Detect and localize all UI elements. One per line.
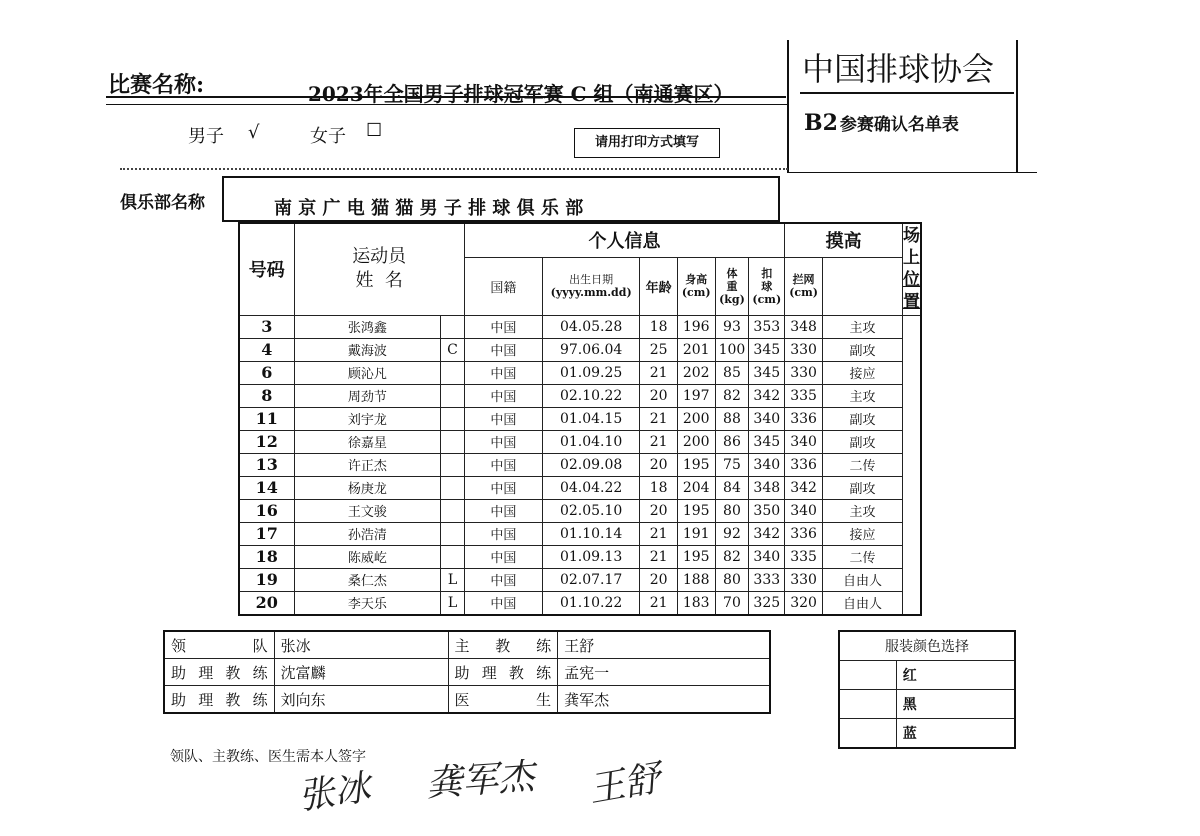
player-birthdate: 01.10.22 [542,591,640,615]
org-name-underline [800,92,1014,94]
player-height: 188 [677,568,715,591]
player-weight: 75 [715,453,749,476]
player-weight: 86 [715,430,749,453]
header-athlete-line1: 运动员 [352,246,407,268]
player-name: 许正杰 [294,453,441,476]
header-weight-line2: 重 [726,279,738,293]
player-birthdate: 04.04.22 [542,476,640,499]
header-position-line2: 位置 [903,270,920,313]
player-name: 戴海波 [294,338,441,361]
player-role-tag [441,361,465,384]
player-number: 20 [239,591,294,615]
player-birthdate: 04.05.28 [542,315,640,338]
player-block-reach: 330 [785,361,823,384]
player-birthdate: 01.10.14 [542,522,640,545]
doctor-name: 龚军杰 [558,686,770,714]
staff-table [163,630,771,714]
player-position: 二传 [822,545,902,568]
player-role-tag [441,453,465,476]
table-row [239,591,921,615]
form-code: B2 [804,110,838,136]
header-height-line2: (cm) [681,286,711,299]
player-position: 副攻 [822,476,902,499]
player-height: 195 [677,453,715,476]
table-row [239,407,921,430]
player-block-reach: 335 [785,545,823,568]
player-birthdate: 01.09.25 [542,361,640,384]
header-spike-line3: (cm) [752,292,782,306]
header-weight-line3: (kg) [719,292,745,306]
header-position [903,223,922,315]
table-row [239,545,921,568]
player-block-reach: 348 [785,315,823,338]
player-weight: 84 [715,476,749,499]
assistant-coach-name-2: 孟宪一 [558,659,770,686]
table-row [239,315,921,338]
assistant-coach-label-2: 助理教练 [448,659,558,686]
player-spike-reach: 342 [749,384,785,407]
header-position-line1: 场上 [903,226,920,269]
player-weight: 85 [715,361,749,384]
player-role-tag: L [441,591,465,615]
table-row [239,453,921,476]
player-role-tag: C [441,338,465,361]
header-reach: 摸高 [785,223,903,257]
table-row [239,384,921,407]
player-number: 13 [239,453,294,476]
player-spike-reach: 340 [749,407,785,430]
player-age: 21 [640,407,677,430]
player-position: 副攻 [822,338,902,361]
roster-body [239,315,921,615]
assistant-coach-label: 助理教练 [164,659,274,686]
player-spike-reach: 340 [749,453,785,476]
player-nationality: 中国 [464,545,542,568]
player-block-reach: 330 [785,338,823,361]
player-position: 二传 [822,453,902,476]
player-nationality: 中国 [464,522,542,545]
player-role-tag [441,545,465,568]
table-row [239,361,921,384]
player-name: 杨庚龙 [294,476,441,499]
player-spike-reach: 350 [749,499,785,522]
player-birthdate: 01.09.13 [542,545,640,568]
player-weight: 92 [715,522,749,545]
player-age: 18 [640,476,677,499]
player-birthdate: 02.05.10 [542,499,640,522]
player-role-tag [441,384,465,407]
player-position: 副攻 [822,430,902,453]
player-name: 陈威屹 [294,545,441,568]
table-row [239,568,921,591]
player-weight: 93 [715,315,749,338]
signature-leader: 张冰 [295,767,373,818]
player-role-tag [441,476,465,499]
uniform-color-check-3 [839,719,896,749]
uniform-color-red: 红 [896,661,1015,690]
player-spike-reach: 348 [749,476,785,499]
header-birth-line2: (yyyy.mm.dd) [550,286,632,299]
player-number: 16 [239,499,294,522]
org-box-right-border [1016,40,1018,172]
player-birthdate: 02.09.08 [542,453,640,476]
player-weight: 100 [715,338,749,361]
player-nationality: 中国 [464,568,542,591]
header-age: 年龄 [640,257,677,315]
roster-table [238,222,922,616]
header-block-line2: (cm) [789,286,818,299]
table-row [239,338,921,361]
club-name: 南 京 广 电 猫 猫 男 子 排 球 俱 乐 部 [274,198,584,219]
print-note-box [574,128,720,158]
player-height: 202 [677,361,715,384]
player-age: 21 [640,361,677,384]
player-age: 20 [640,453,677,476]
separator-right [787,172,1037,173]
player-position: 副攻 [822,407,902,430]
player-number: 14 [239,476,294,499]
player-nationality: 中国 [464,499,542,522]
player-spike-reach: 353 [749,315,785,338]
player-weight: 70 [715,591,749,615]
player-position: 自由人 [822,568,902,591]
table-row [239,430,921,453]
player-block-reach: 340 [785,430,823,453]
uniform-color-blue: 蓝 [896,719,1015,749]
player-name: 李天乐 [294,591,441,615]
event-name: 2023年全国男子排球冠军赛 C 组（南通赛区） [308,82,734,106]
header-nationality: 国籍 [464,257,542,315]
header-athlete [294,223,464,315]
player-name: 周劲节 [294,384,441,407]
player-spike-reach: 333 [749,568,785,591]
header-personal-info: 个人信息 [464,223,784,257]
player-block-reach: 340 [785,499,823,522]
female-checkbox: ☐ [366,120,383,141]
player-role-tag [441,430,465,453]
header-athlete-line2: 姓 名 [355,270,403,292]
player-height: 183 [677,591,715,615]
player-name: 张鸿鑫 [294,315,441,338]
player-age: 25 [640,338,677,361]
head-coach-label: 主教练 [448,631,558,659]
player-number: 17 [239,522,294,545]
print-note: 请用打印方式填写 [594,135,699,150]
player-age: 18 [640,315,677,338]
player-number: 3 [239,315,294,338]
leader-name: 张冰 [274,631,448,659]
player-role-tag [441,499,465,522]
player-age: 20 [640,384,677,407]
player-number: 19 [239,568,294,591]
player-height: 196 [677,315,715,338]
dotted-separator [120,168,788,170]
player-block-reach: 336 [785,522,823,545]
player-block-reach: 336 [785,453,823,476]
org-box-left-border [787,40,789,172]
player-name: 徐嘉星 [294,430,441,453]
player-height: 200 [677,430,715,453]
player-nationality: 中国 [464,476,542,499]
player-nationality: 中国 [464,407,542,430]
uniform-color-check-2 [839,690,896,719]
player-position: 主攻 [822,499,902,522]
header-block [785,257,823,315]
player-weight: 82 [715,384,749,407]
signature-head-coach: 王舒 [585,758,664,811]
player-height: 197 [677,384,715,407]
table-row [239,499,921,522]
event-label: 比赛名称: [108,72,205,98]
player-spike-reach: 340 [749,545,785,568]
form-title: 参赛确认名单表 [839,115,959,135]
male-label: 男子 [188,126,224,147]
player-height: 195 [677,545,715,568]
leader-label: 领队 [164,631,274,659]
player-age: 21 [640,591,677,615]
player-age: 21 [640,545,677,568]
player-weight: 88 [715,407,749,430]
player-position: 主攻 [822,384,902,407]
player-block-reach: 342 [785,476,823,499]
player-name: 孙浩清 [294,522,441,545]
player-position: 主攻 [822,315,902,338]
header-spike-line1: 扣 [761,266,773,280]
form-title-wrap [804,110,959,136]
header-rule [106,104,788,105]
player-age: 21 [640,430,677,453]
header-height-line1: 身高 [685,273,708,286]
player-number: 6 [239,361,294,384]
player-height: 195 [677,499,715,522]
player-nationality: 中国 [464,591,542,615]
assistant-coach-name: 沈富麟 [274,659,448,686]
table-row [239,476,921,499]
player-position: 接应 [822,361,902,384]
uniform-color-black: 黑 [896,690,1015,719]
player-nationality: 中国 [464,361,542,384]
signature-doctor: 龚军杰 [424,756,536,805]
player-name: 桑仁杰 [294,568,441,591]
player-role-tag [441,522,465,545]
player-block-reach: 336 [785,407,823,430]
club-label: 俱乐部名称 [120,193,205,213]
player-number: 4 [239,338,294,361]
uniform-color-table [838,630,1016,749]
player-weight: 80 [715,568,749,591]
player-spike-reach: 342 [749,522,785,545]
header-birth-line1: 出生日期 [569,273,614,286]
uniform-color-check-1 [839,661,896,690]
player-spike-reach: 345 [749,361,785,384]
header-weight-line1: 体 [726,266,738,280]
header-spike-line2: 球 [761,279,773,293]
player-name: 刘宇龙 [294,407,441,430]
player-nationality: 中国 [464,384,542,407]
player-weight: 82 [715,545,749,568]
player-position: 自由人 [822,591,902,615]
player-number: 8 [239,384,294,407]
player-birthdate: 02.10.22 [542,384,640,407]
player-weight: 80 [715,499,749,522]
header-weight [715,257,749,315]
header-birth [542,257,640,315]
female-label: 女子 [310,126,346,147]
player-birthdate: 02.07.17 [542,568,640,591]
club-name-box [222,176,780,222]
header-height [677,257,715,315]
player-nationality: 中国 [464,453,542,476]
player-role-tag: L [441,568,465,591]
player-nationality: 中国 [464,430,542,453]
player-height: 191 [677,522,715,545]
player-spike-reach: 345 [749,338,785,361]
header-spike [749,257,785,315]
player-number: 18 [239,545,294,568]
player-block-reach: 320 [785,591,823,615]
player-birthdate: 01.04.10 [542,430,640,453]
assistant-coach-name-3: 刘向东 [274,686,448,714]
player-number: 12 [239,430,294,453]
doctor-label: 医生 [448,686,558,714]
player-number: 11 [239,407,294,430]
header-block-line1: 拦网 [792,273,815,286]
signature-note: 领队、主教练、医生需本人签字 [170,749,366,765]
player-height: 200 [677,407,715,430]
player-block-reach: 330 [785,568,823,591]
player-spike-reach: 345 [749,430,785,453]
header-number: 号码 [239,223,294,315]
player-position: 接应 [822,522,902,545]
player-birthdate: 01.04.15 [542,407,640,430]
player-nationality: 中国 [464,338,542,361]
uniform-color-title: 服装颜色选择 [839,631,1015,661]
player-block-reach: 335 [785,384,823,407]
player-birthdate: 97.06.04 [542,338,640,361]
player-age: 21 [640,522,677,545]
player-role-tag [441,315,465,338]
player-name: 顾沁凡 [294,361,441,384]
player-nationality: 中国 [464,315,542,338]
player-height: 201 [677,338,715,361]
table-row [239,522,921,545]
player-age: 20 [640,499,677,522]
player-height: 204 [677,476,715,499]
player-spike-reach: 325 [749,591,785,615]
org-name: 中国排球协会 [802,50,995,88]
head-coach-name: 王舒 [558,631,770,659]
assistant-coach-label-3: 助理教练 [164,686,274,714]
male-checkmark: √ [248,122,260,143]
player-name: 王文骏 [294,499,441,522]
player-age: 20 [640,568,677,591]
player-role-tag [441,407,465,430]
